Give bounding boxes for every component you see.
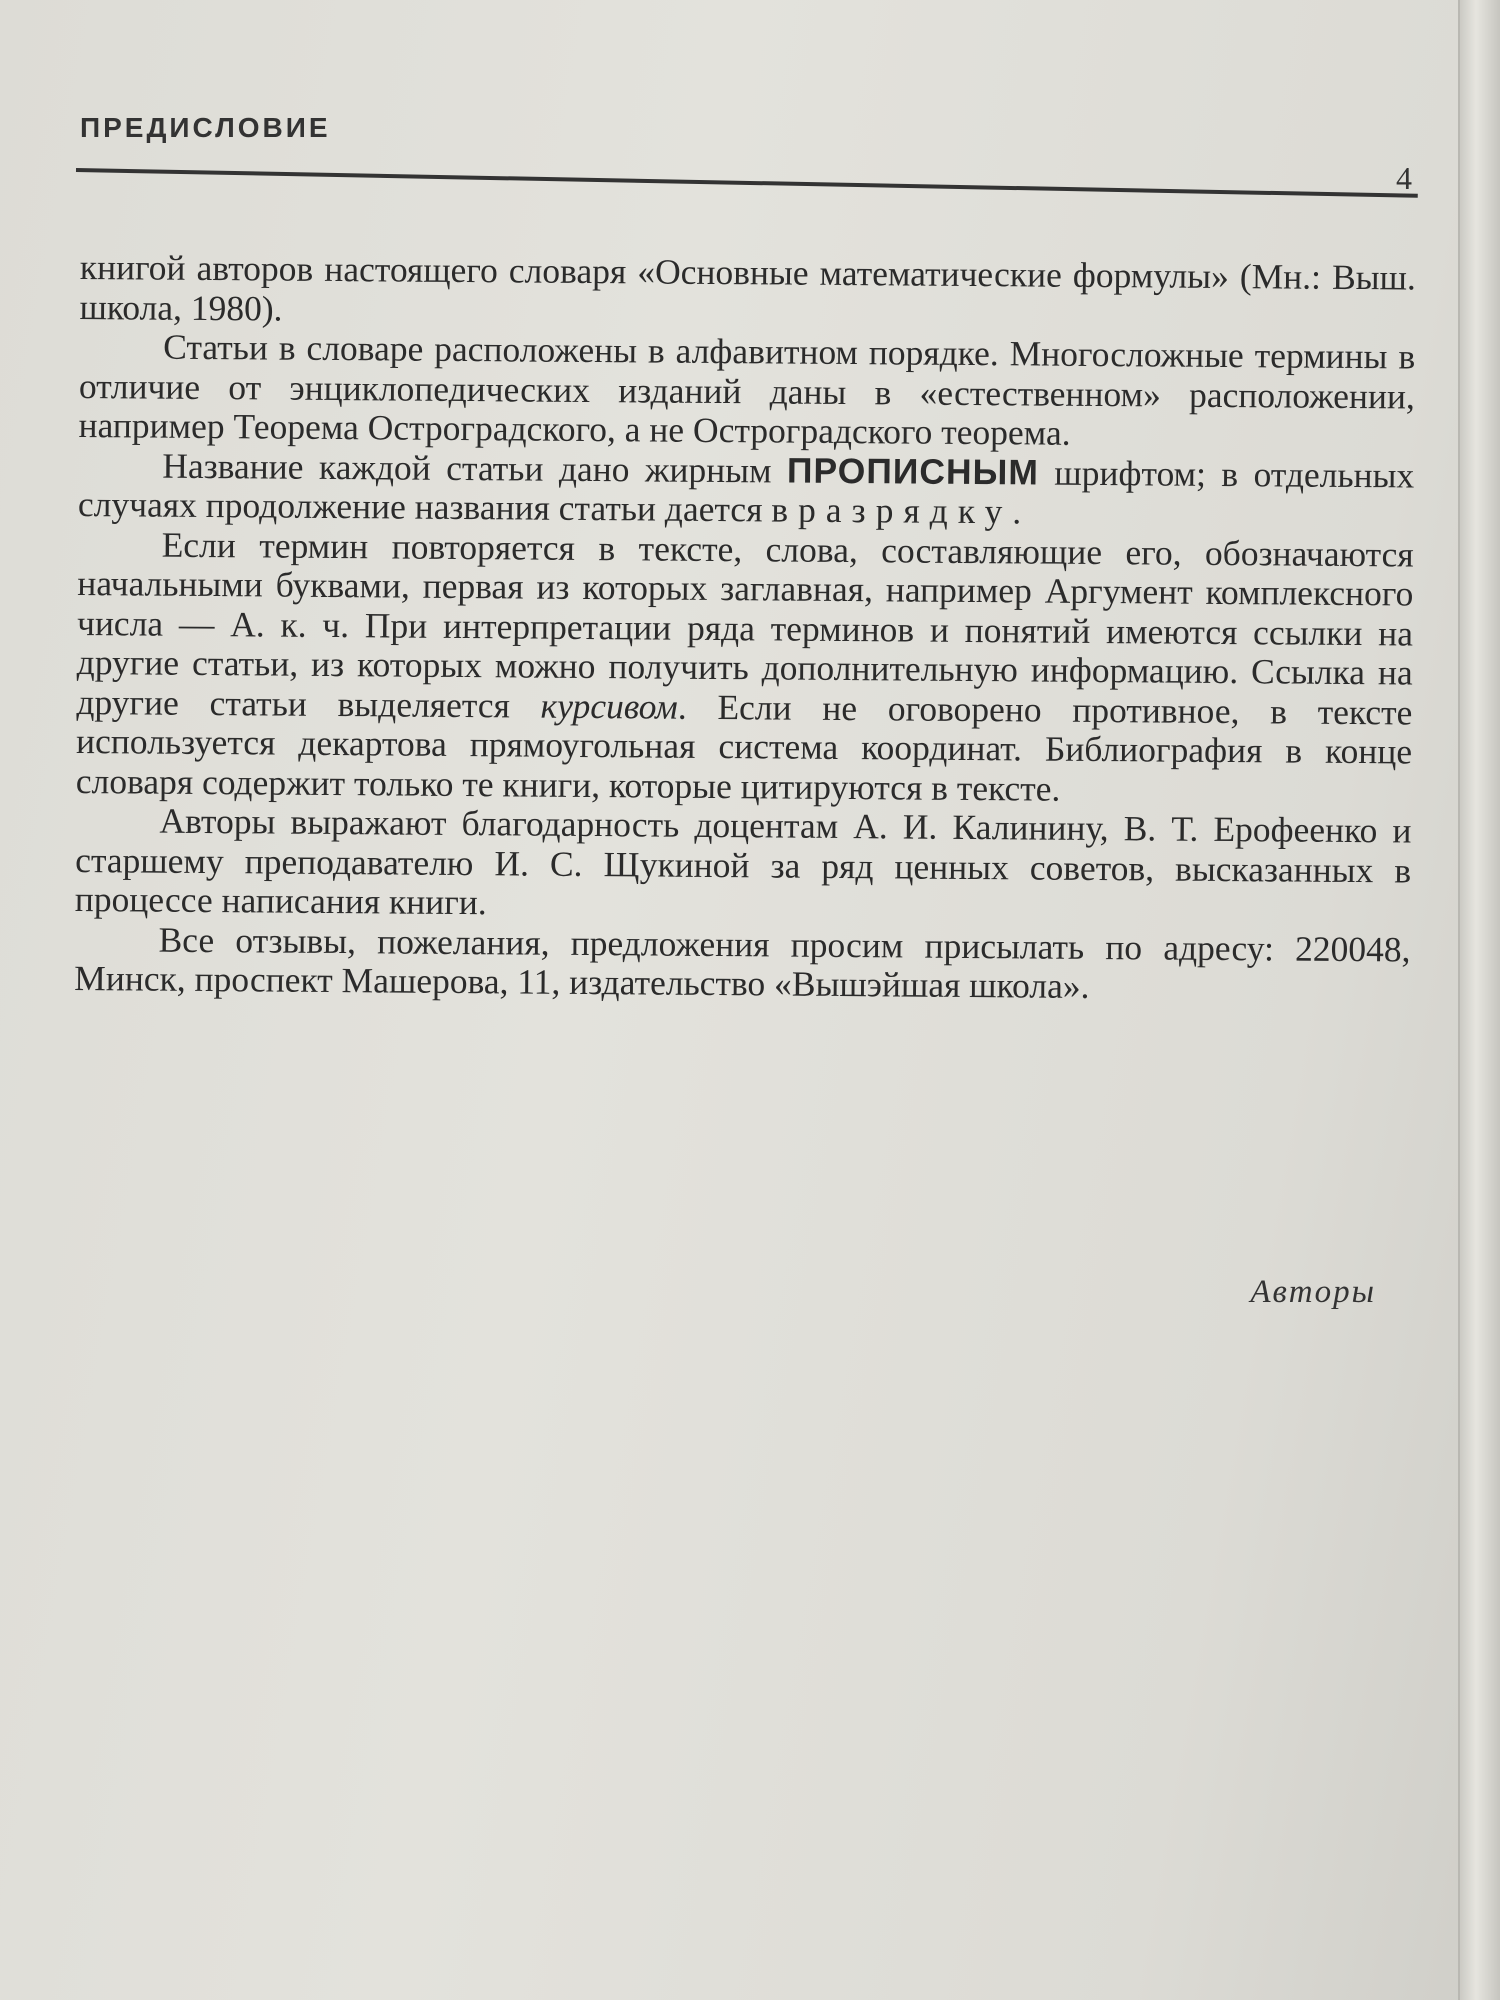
paragraph-abbreviations xyxy=(76,524,1414,811)
page-edge xyxy=(1458,0,1500,2000)
paragraph-text: шрифтом; в отдельных случаях продолжение названия статьи дается xyxy=(77,452,1415,530)
italic-sample: курсивом xyxy=(540,685,678,727)
paragraph-text: . xyxy=(1012,491,1022,532)
page-number: 4 xyxy=(1396,160,1412,196)
paragraph-text: Название каждой статьи дано жирным xyxy=(162,445,788,491)
header-rule xyxy=(76,168,1418,198)
paragraph-article-titles xyxy=(78,445,1415,534)
running-head: ПРЕДИСЛОВИЕ xyxy=(80,112,331,143)
paragraph-text: . Если не оговорено противное, в тексте используется декартова прямоугольная система координат. Библиография в конце словаря содержит только те книги, которые цитируются в тексте. xyxy=(75,686,1413,809)
signature-authors: Авторы xyxy=(1250,1274,1376,1310)
paragraph-feedback-address: Все отзывы, пожелания, предложения просим присылать по адресу: 220048, Минск, проспект Машерова, 11, издательство «Вышэйшая школа». xyxy=(74,919,1411,1006)
spaced-sample: вразрядку xyxy=(771,489,1013,532)
paragraph-continued: книгой авторов настоящего словаря «Основные математические формулы» (Мн.: Выш. школа, 1980). xyxy=(79,247,1416,329)
paragraph-article-order: Статьи в словаре расположены в алфавитном порядке. Многосложные термины в отличие от энциклопедических изданий даны в «естественном» расположении, например Теорема Остроградского, а не Остроградского теорема. xyxy=(78,326,1416,453)
preface-body xyxy=(74,248,1416,1009)
bold-caps-sample: ПРОПИСНЫМ xyxy=(786,450,1040,493)
paragraph-text: Если термин повторяется в тексте, слова, составляющие его, обозначаются начальными буквами, первая из которых заглавная, например Аргумент комплексного числа — А. к. ч. При интерпретации ряда терминов и понятий имеются ссылки на другие статьи, из которых можно получить дополнительную информацию. Ссылка на другие статьи выделяется xyxy=(76,524,1414,726)
paragraph-acknowledgements: Авторы выражают благодарность доцентам А. И. Калинину, В. Т. Ерофеенко и старшему преподавателю И. С. Щукиной за ряд ценных советов, высказанных в процессе написания книги. xyxy=(74,800,1412,923)
